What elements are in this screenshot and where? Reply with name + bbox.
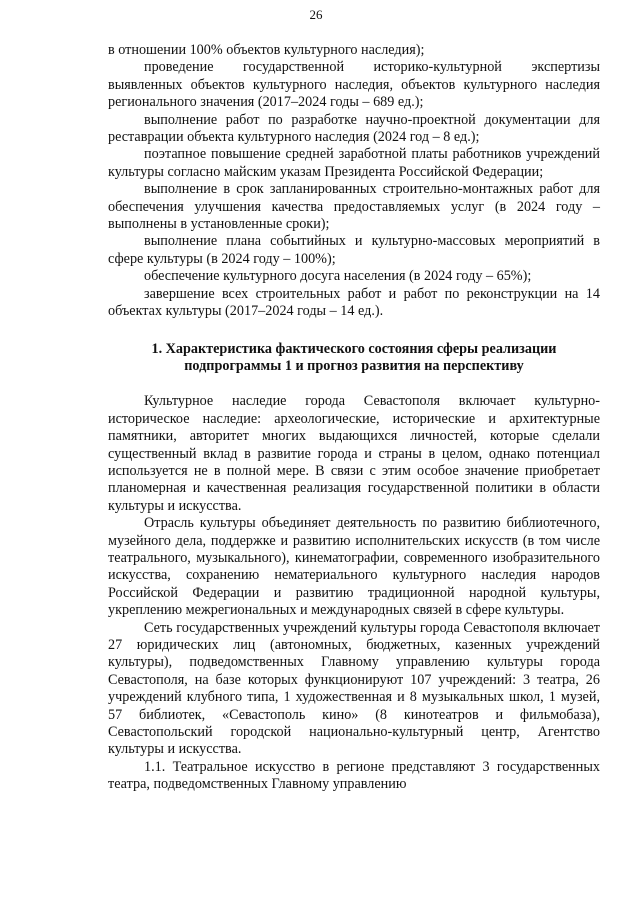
- list-item: в отношении 100% объектов культурного наследия);: [108, 42, 425, 58]
- section-heading: [108, 341, 600, 376]
- list-item: проведение государственной историко-культурной экспертизы выявленных объектов культурного наследия, объектов культурного наследия регионального значения (2017–2024 годы – 689 ед.);: [108, 59, 600, 111]
- page-number: 26: [309, 7, 323, 22]
- list-item: выполнение плана событийных и культурно-массовых мероприятий в сфере культуры (в 2024 году – 100%);: [108, 233, 600, 267]
- section-heading-line: подпрограммы 1 и прогноз развития на перспективу: [184, 357, 524, 374]
- list-item: поэтапное повышение средней заработной платы работников учреждений культуры согласно майским указам Президента Российской Федерации;: [108, 146, 600, 180]
- paragraph: Отрасль культуры объединяет деятельность по развитию библиотечного, музейного дела, поддержке и развитию исполнительских искусств (в том числе театрального, музыкального), кинематографии, современного изобразительного искусства, сохранению нематериального культурного наследия народов Российской Федерации и развитию традиционной народной культуры, укреплению межрегиональных и международных связей в сфере культуры.: [108, 515, 600, 619]
- list-item: завершение всех строительных работ и работ по реконструкции на 14 объектах культуры (2017–2024 годы – 14 ед.).: [108, 285, 600, 320]
- list-item: обеспечение культурного досуга населения (в 2024 году – 65%);: [144, 268, 532, 285]
- paragraph: Культурное наследие города Севастополя включает культурно-историческое наследие: археологические, исторические и архитектурные памятники, авторитет многих выдающихся личностей, которые сделали существенный вклад в развитие города и страны в целом, однако потенциал используется не в полной мере. В связи с этим особое значение приобретает планомерная и качественная реализация государственной политики в области культуры и искусства.: [108, 393, 600, 514]
- list-item: выполнение работ по разработке научно-проектной документации для реставрации объекта культурного наследия (2024 год – 8 ед.);: [108, 111, 600, 146]
- paragraph: Сеть государственных учреждений культуры города Севастополя включает 27 юридических лиц (автономных, бюджетных, казенных учреждений культуры), подведомственных Главному управлению культуры города Севастополя, на базе которых функционируют 107 учреждений: 3 театра, 26 учреждений клубного типа, 1 художественная и 8 музыкальных школ, 1 музей, 57 библиотек, «Севастополь кино» (8 кинотеатров и фильмобаза), Севастопольский городской национально-культурный центр, Агентство культуры и искусства.: [108, 619, 600, 758]
- section-heading-line: 1. Характеристика фактического состояния сферы реализации: [151, 340, 557, 357]
- document-body: [108, 42, 600, 794]
- paragraph: 1.1. Театральное искусство в регионе представляют 3 государственных театра, подведомственных Главному управлению: [108, 758, 600, 793]
- list-item: выполнение в срок запланированных строительно-монтажных работ для обеспечения улучшения качества предоставляемых услуг (в 2024 году – выполнены в установленные сроки);: [108, 181, 600, 233]
